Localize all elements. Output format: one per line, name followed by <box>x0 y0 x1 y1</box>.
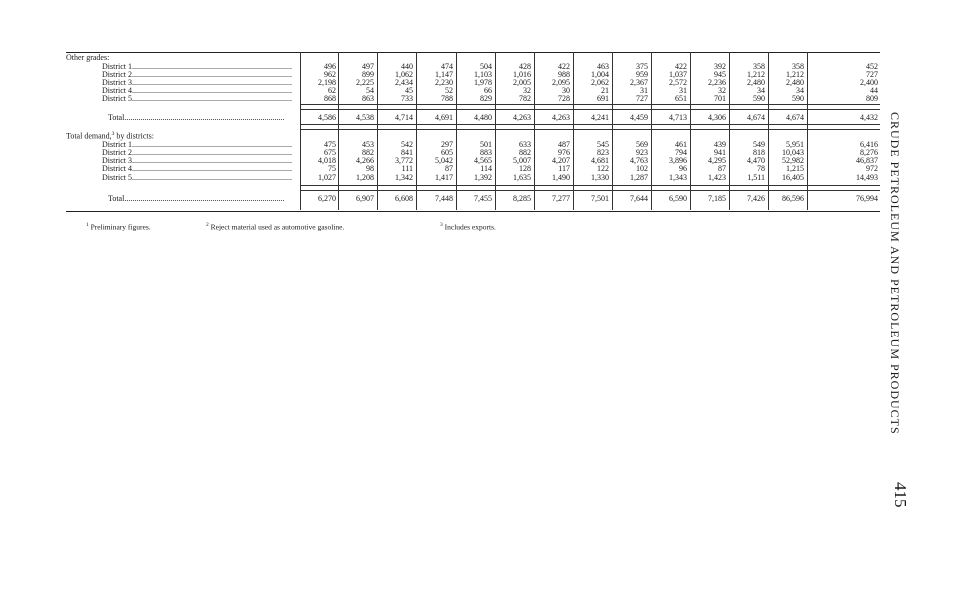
table-cell: 972 <box>866 164 878 173</box>
table-cell: 1,212 <box>786 70 804 79</box>
table-cell: 1,215 <box>786 164 804 173</box>
table-cell: 7,277 <box>552 194 570 203</box>
table-cell: 4,306 <box>708 113 726 122</box>
running-title: CRUDE PETROLEUM AND PETROLEUM PRODUCTS <box>888 112 902 435</box>
table-cell: 96 <box>679 164 687 173</box>
table-cell: 474 <box>441 62 453 71</box>
table-cell: 691 <box>597 94 609 103</box>
table-cell: 2,400 <box>860 78 878 87</box>
total-label <box>66 194 298 203</box>
table-cell: 976 <box>558 148 570 157</box>
table-cell: 1,037 <box>669 70 687 79</box>
row-label-text: Total <box>108 194 125 203</box>
table-cell: 1,062 <box>395 70 413 79</box>
table-cell: 1,212 <box>747 70 765 79</box>
table-cell: 440 <box>401 62 413 71</box>
table-cell: 422 <box>675 62 687 71</box>
table-row <box>66 173 880 182</box>
table-cell: 4,674 <box>747 113 765 122</box>
table-cell: 1,208 <box>356 173 374 182</box>
table-cell: 4,565 <box>474 156 492 165</box>
table-cell: 4,266 <box>356 156 374 165</box>
table-cell: 728 <box>558 94 570 103</box>
table-cell: 6,270 <box>318 194 336 203</box>
total-divider <box>300 104 880 110</box>
table-row <box>66 94 880 103</box>
table-cell: 782 <box>519 94 531 103</box>
total-row <box>66 113 880 122</box>
table-cell: 44 <box>870 86 878 95</box>
leader-dots: ................................................................................ <box>132 156 292 165</box>
table-cell: 297 <box>441 140 453 149</box>
total-row <box>66 194 880 203</box>
page-number: 415 <box>891 482 910 508</box>
footnote: $^1$ Preliminary figures. <box>86 222 151 232</box>
footnote: $^2$ Reject material used as automotive gasoline. <box>206 222 345 232</box>
table-cell: 6,907 <box>356 194 374 203</box>
table-cell: 504 <box>480 62 492 71</box>
table-cell: 5,042 <box>435 156 453 165</box>
data-table <box>66 52 880 212</box>
table-cell: 122 <box>597 164 609 173</box>
table-cell: 66 <box>484 86 492 95</box>
table-cell: 1,392 <box>474 173 492 182</box>
table-cell: 7,501 <box>591 194 609 203</box>
table-cell: 863 <box>362 94 374 103</box>
table-cell: 818 <box>753 148 765 157</box>
table-cell: 32 <box>718 86 726 95</box>
table-cell: 988 <box>558 70 570 79</box>
table-cell: 2,367 <box>630 78 648 87</box>
table-cell: 3,772 <box>395 156 413 165</box>
table-cell: 2,225 <box>356 78 374 87</box>
table-cell: 2,434 <box>395 78 413 87</box>
table-cell: 7,426 <box>747 194 765 203</box>
table-cell: 6,416 <box>860 140 878 149</box>
table-cell: 392 <box>714 62 726 71</box>
leader-dots: ................................................................................ <box>132 140 292 149</box>
table-cell: 4,263 <box>513 113 531 122</box>
row-label-text: Total <box>108 113 125 122</box>
leader-dots: ................................................................................ <box>132 70 292 79</box>
table-cell: 6,608 <box>395 194 413 203</box>
table-cell: 75 <box>328 164 336 173</box>
table-cell: 7,185 <box>708 194 726 203</box>
table-cell: 4,207 <box>552 156 570 165</box>
leader-dots: ................................................................................ <box>132 148 292 157</box>
table-cell: 52,982 <box>782 156 804 165</box>
table-cell: 590 <box>792 94 804 103</box>
table-cell: 7,644 <box>630 194 648 203</box>
leader-dots: ................................................................................ <box>124 113 285 122</box>
table-cell: 4,691 <box>435 113 453 122</box>
table-cell: 4,674 <box>786 113 804 122</box>
table-cell: 1,287 <box>630 173 648 182</box>
row-label-text: District 2 <box>102 70 132 79</box>
table-cell: 87 <box>718 164 726 173</box>
table-cell: 1,511 <box>747 173 765 182</box>
table-cell: 1,490 <box>552 173 570 182</box>
table-cell: 4,470 <box>747 156 765 165</box>
table-cell: 54 <box>366 86 374 95</box>
table-cell: 899 <box>362 70 374 79</box>
table-cell: 1,417 <box>435 173 453 182</box>
table-cell: 496 <box>324 62 336 71</box>
table-cell: 46,837 <box>856 156 878 165</box>
table-cell: 651 <box>675 94 687 103</box>
table-cell: 727 <box>866 70 878 79</box>
table-cell: 823 <box>597 148 609 157</box>
table-cell: 605 <box>441 148 453 157</box>
table-cell: 358 <box>792 62 804 71</box>
table-cell: 76,994 <box>856 194 878 203</box>
table-cell: 86,596 <box>782 194 804 203</box>
table-cell: 10,043 <box>782 148 804 157</box>
table-cell: 8,285 <box>513 194 531 203</box>
row-label-text: District 5 <box>102 173 132 182</box>
table-cell: 30 <box>562 86 570 95</box>
table-cell: 463 <box>597 62 609 71</box>
table-cell: 14,493 <box>856 173 878 182</box>
table-cell: 2,236 <box>708 78 726 87</box>
table-cell: 4,432 <box>860 113 878 122</box>
table-cell: 5,007 <box>513 156 531 165</box>
table-cell: 62 <box>328 86 336 95</box>
table-cell: 1,147 <box>435 70 453 79</box>
table-cell: 453 <box>362 140 374 149</box>
table-cell: 34 <box>757 86 765 95</box>
table-cell: 422 <box>558 62 570 71</box>
leader-dots: ................................................................................ <box>124 194 285 203</box>
table-cell: 2,480 <box>747 78 765 87</box>
table-cell: 542 <box>401 140 413 149</box>
table-cell: 501 <box>480 140 492 149</box>
table-cell: 114 <box>480 164 492 173</box>
table-cell: 78 <box>757 164 765 173</box>
table-row <box>66 164 880 173</box>
table-cell: 461 <box>675 140 687 149</box>
table-cell: 882 <box>519 148 531 157</box>
table-cell: 31 <box>679 86 687 95</box>
table-cell: 1,423 <box>708 173 726 182</box>
table-cell: 8,276 <box>860 148 878 157</box>
table-cell: 701 <box>714 94 726 103</box>
table-cell: 4,480 <box>474 113 492 122</box>
table-cell: 2,062 <box>591 78 609 87</box>
table-cell: 962 <box>324 70 336 79</box>
leader-dots: ................................................................................ <box>132 94 292 103</box>
table-cell: 1,343 <box>669 173 687 182</box>
table-cell: 4,295 <box>708 156 726 165</box>
table-cell: 16,405 <box>782 173 804 182</box>
table-cell: 569 <box>636 140 648 149</box>
table-cell: 841 <box>401 148 413 157</box>
table-cell: 128 <box>519 164 531 173</box>
leader-dots: ................................................................................ <box>132 164 292 173</box>
table-cell: 487 <box>558 140 570 149</box>
table-cell: 3,896 <box>669 156 687 165</box>
table-cell: 475 <box>324 140 336 149</box>
row-label-text: District 4 <box>102 86 132 95</box>
table-bottom-rule <box>66 211 880 212</box>
table-cell: 2,005 <box>513 78 531 87</box>
table-cell: 45 <box>405 86 413 95</box>
table-cell: 2,198 <box>318 78 336 87</box>
table-cell: 4,763 <box>630 156 648 165</box>
table-cell: 102 <box>636 164 648 173</box>
table-cell: 4,018 <box>318 156 336 165</box>
table-cell: 34 <box>796 86 804 95</box>
table-cell: 727 <box>636 94 648 103</box>
table-cell: 549 <box>753 140 765 149</box>
row-label-text: District 2 <box>102 148 132 157</box>
row-label-text: District 1 <box>102 140 132 149</box>
total-divider <box>300 185 880 191</box>
table-cell: 52 <box>445 86 453 95</box>
table-cell: 959 <box>636 70 648 79</box>
table-cell: 883 <box>480 148 492 157</box>
footnote: $^3$ Includes exports. <box>440 222 496 232</box>
section-heading-row <box>66 130 880 139</box>
table-cell: 428 <box>519 62 531 71</box>
table-cell: 7,455 <box>474 194 492 203</box>
table-cell: 1,027 <box>318 173 336 182</box>
table-cell: 590 <box>753 94 765 103</box>
table-cell: 452 <box>866 62 878 71</box>
row-label-text: District 3 <box>102 78 132 87</box>
table-cell: 945 <box>714 70 726 79</box>
leader-dots: ................................................................................ <box>132 86 292 95</box>
table-cell: 1,330 <box>591 173 609 182</box>
table-cell: 497 <box>362 62 374 71</box>
table-cell: 882 <box>362 148 374 157</box>
section-heading-row <box>66 53 880 62</box>
table-cell: 1,342 <box>395 173 413 182</box>
table-cell: 1,978 <box>474 78 492 87</box>
table-cell: 1,635 <box>513 173 531 182</box>
table-cell: 439 <box>714 140 726 149</box>
table-cell: 5,951 <box>786 140 804 149</box>
table-cell: 32 <box>523 86 531 95</box>
row-label <box>66 94 298 103</box>
table-cell: 675 <box>324 148 336 157</box>
table-cell: 4,714 <box>395 113 413 122</box>
table-cell: 2,480 <box>786 78 804 87</box>
row-label-text: District 4 <box>102 164 132 173</box>
row-label <box>66 164 298 173</box>
table-cell: 4,241 <box>591 113 609 122</box>
table-cell: 941 <box>714 148 726 157</box>
table-cell: 1,103 <box>474 70 492 79</box>
table-cell: 111 <box>401 164 413 173</box>
table-cell: 4,538 <box>356 113 374 122</box>
table-cell: 868 <box>324 94 336 103</box>
table-cell: 21 <box>601 86 609 95</box>
table-cell: 545 <box>597 140 609 149</box>
table-cell: 809 <box>866 94 878 103</box>
table-cell: 1,016 <box>513 70 531 79</box>
leader-dots: ................................................................................ <box>132 62 292 71</box>
table-cell: 829 <box>480 94 492 103</box>
table-cell: 733 <box>401 94 413 103</box>
table-cell: 633 <box>519 140 531 149</box>
table-cell: 923 <box>636 148 648 157</box>
table-cell: 2,230 <box>435 78 453 87</box>
total-label <box>66 113 298 122</box>
table-cell: 2,572 <box>669 78 687 87</box>
table-cell: 4,263 <box>552 113 570 122</box>
section-heading: Other grades: <box>66 53 110 62</box>
table-cell: 98 <box>366 164 374 173</box>
table-cell: 7,448 <box>435 194 453 203</box>
leader-dots: ................................................................................ <box>132 173 292 182</box>
table-cell: 375 <box>636 62 648 71</box>
table-cell: 1,004 <box>591 70 609 79</box>
table-cell: 358 <box>753 62 765 71</box>
row-label <box>66 173 298 182</box>
table-cell: 117 <box>558 164 570 173</box>
row-label-text: District 5 <box>102 94 132 103</box>
table-cell: 2,095 <box>552 78 570 87</box>
section-heading: Total demand,$^3$ by districts: <box>66 131 154 141</box>
table-cell: 6,590 <box>669 194 687 203</box>
row-label-text: District 3 <box>102 156 132 165</box>
table-cell: 4,459 <box>630 113 648 122</box>
row-label-text: District 1 <box>102 62 132 71</box>
table-cell: 31 <box>640 86 648 95</box>
table-cell: 788 <box>441 94 453 103</box>
table-cell: 87 <box>445 164 453 173</box>
table-cell: 4,713 <box>669 113 687 122</box>
table-cell: 4,681 <box>591 156 609 165</box>
leader-dots: ................................................................................ <box>132 78 292 87</box>
table-cell: 4,586 <box>318 113 336 122</box>
table-cell: 794 <box>675 148 687 157</box>
